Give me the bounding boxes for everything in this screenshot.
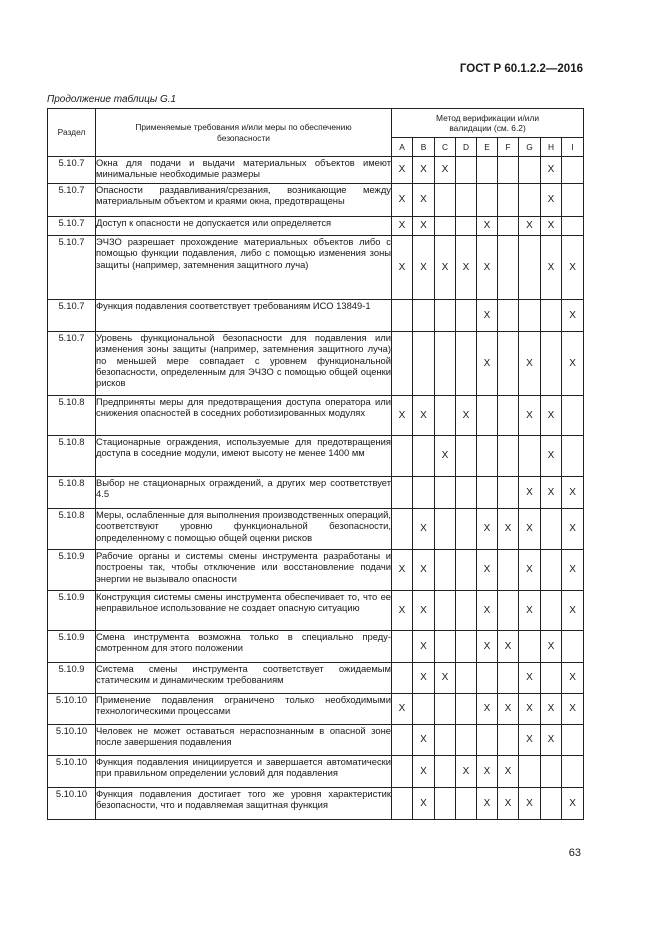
method-mark-b <box>413 436 435 477</box>
method-header-d: D <box>456 138 477 157</box>
method-mark-a <box>392 663 413 694</box>
method-mark-a <box>392 509 413 550</box>
method-mark-c: X <box>435 157 456 184</box>
row-section: 5.10.8 <box>48 477 96 509</box>
row-requirement: Человек не может оставаться нераспознанным в опасной зоне после завершения подавления <box>96 725 392 756</box>
header-methods: Метод верификации и/или валидации (см. 6.2) <box>392 109 584 138</box>
row-requirement: Функция подавления инициируется и завершается автоматически при правильном определении условий для подавления <box>96 756 392 788</box>
row-requirement: Рабочие органы и системы смены инструмента разработаны и построены так, чтобы отключение или восстановление подачи энергии не вызывало опасности <box>96 550 392 591</box>
method-mark-e: X <box>477 217 498 236</box>
row-requirement: Уровень функциональной безопасности для подавления или изменения зоны защиты (например, затемнения защитного луча) по меньшей мере совпадает с уровнем функциональной безопасности, определенным для ЭЧЗО с помощью общей оценки рисков <box>96 332 392 396</box>
method-mark-e <box>477 184 498 217</box>
method-mark-h: X <box>541 725 562 756</box>
method-mark-c <box>435 217 456 236</box>
method-mark-f <box>498 157 519 184</box>
method-mark-h: X <box>541 477 562 509</box>
table-row <box>48 756 584 788</box>
table-row <box>48 509 584 550</box>
table-row <box>48 550 584 591</box>
method-header-g: G <box>519 138 541 157</box>
table-row <box>48 631 584 663</box>
method-mark-i: X <box>562 509 584 550</box>
method-mark-g <box>519 157 541 184</box>
method-mark-i <box>562 756 584 788</box>
row-requirement: Опасности раздавливания/срезания, возникающие между материальным объектом и краями окна, предотвращены <box>96 184 392 217</box>
method-mark-g: X <box>519 550 541 591</box>
row-section: 5.10.10 <box>48 756 96 788</box>
page-number: 63 <box>568 847 581 859</box>
table-row <box>48 663 584 694</box>
method-mark-c <box>435 396 456 436</box>
table-caption: Продолжение таблицы G.1 <box>47 94 177 105</box>
method-mark-e <box>477 396 498 436</box>
row-requirement: Смена инструмента возможна только в специально предусмотренном для этого положении <box>96 631 392 663</box>
method-mark-b: X <box>413 217 435 236</box>
method-mark-a <box>392 631 413 663</box>
method-header-f: F <box>498 138 519 157</box>
method-mark-b: X <box>413 509 435 550</box>
method-mark-f <box>498 300 519 332</box>
method-mark-e: X <box>477 631 498 663</box>
table-row <box>48 396 584 436</box>
method-mark-e: X <box>477 236 498 300</box>
method-mark-a: X <box>392 591 413 631</box>
row-requirement: ЭЧЗО разрешает прохождение материальных объектов либо с помощью функции подавления, либо с помощью изменения зоны защиты (например, затемнения защитного луча) <box>96 236 392 300</box>
method-mark-b <box>413 477 435 509</box>
method-mark-b <box>413 300 435 332</box>
method-mark-c <box>435 631 456 663</box>
method-mark-d <box>456 694 477 725</box>
method-mark-i <box>562 631 584 663</box>
row-requirement: Выбор не стационарных ограждений, а других мер соответствует 4.5 <box>96 477 392 509</box>
method-mark-g <box>519 631 541 663</box>
method-mark-f <box>498 550 519 591</box>
method-mark-g <box>519 436 541 477</box>
method-mark-d <box>456 300 477 332</box>
row-requirement: Окна для подачи и выдачи материальных объектов имеют минимальные необходимые размеры <box>96 157 392 184</box>
method-mark-f <box>498 725 519 756</box>
method-mark-i: X <box>562 591 584 631</box>
method-mark-i <box>562 184 584 217</box>
method-mark-i: X <box>562 236 584 300</box>
table-row <box>48 436 584 477</box>
method-mark-b: X <box>413 788 435 820</box>
table-row <box>48 217 584 236</box>
method-mark-c <box>435 509 456 550</box>
method-header-a: A <box>392 138 413 157</box>
method-mark-g: X <box>519 591 541 631</box>
method-header-h: H <box>541 138 562 157</box>
method-mark-b: X <box>413 663 435 694</box>
method-mark-h: X <box>541 396 562 436</box>
method-mark-f <box>498 396 519 436</box>
method-mark-b: X <box>413 157 435 184</box>
method-mark-b: X <box>413 184 435 217</box>
row-requirement: Функция подавления соответствует требованиям ИСО 13849-1 <box>96 300 392 332</box>
row-section: 5.10.8 <box>48 509 96 550</box>
method-mark-b: X <box>413 236 435 300</box>
method-mark-g: X <box>519 477 541 509</box>
method-mark-d <box>456 591 477 631</box>
table-row <box>48 236 584 300</box>
method-mark-i: X <box>562 332 584 396</box>
method-mark-d <box>456 332 477 396</box>
method-mark-h <box>541 509 562 550</box>
method-mark-d: X <box>456 396 477 436</box>
requirements-table <box>47 108 584 820</box>
method-mark-g <box>519 236 541 300</box>
method-mark-a: X <box>392 236 413 300</box>
method-mark-a <box>392 756 413 788</box>
method-mark-d <box>456 184 477 217</box>
method-mark-g: X <box>519 509 541 550</box>
method-mark-c: X <box>435 663 456 694</box>
method-mark-g: X <box>519 396 541 436</box>
method-header-e: E <box>477 138 498 157</box>
method-mark-d <box>456 509 477 550</box>
method-mark-e: X <box>477 550 498 591</box>
method-mark-h: X <box>541 631 562 663</box>
method-mark-b: X <box>413 725 435 756</box>
method-mark-c <box>435 788 456 820</box>
method-mark-d <box>456 436 477 477</box>
method-mark-a: X <box>392 550 413 591</box>
method-mark-g <box>519 300 541 332</box>
row-section: 5.10.7 <box>48 217 96 236</box>
method-mark-e <box>477 477 498 509</box>
row-requirement: Доступ к опасности не допускается или определяется <box>96 217 392 236</box>
method-mark-h <box>541 663 562 694</box>
method-mark-e <box>477 157 498 184</box>
method-header-c: C <box>435 138 456 157</box>
table-row <box>48 332 584 396</box>
method-mark-h: X <box>541 694 562 725</box>
row-section: 5.10.8 <box>48 436 96 477</box>
row-section: 5.10.7 <box>48 157 96 184</box>
method-mark-g: X <box>519 788 541 820</box>
method-mark-b <box>413 694 435 725</box>
method-mark-f <box>498 332 519 396</box>
method-mark-b <box>413 332 435 396</box>
method-mark-f: X <box>498 509 519 550</box>
method-header-i: I <box>562 138 584 157</box>
method-mark-b: X <box>413 550 435 591</box>
method-mark-c <box>435 184 456 217</box>
method-mark-h <box>541 756 562 788</box>
method-mark-e: X <box>477 788 498 820</box>
method-mark-e <box>477 725 498 756</box>
method-mark-c <box>435 300 456 332</box>
row-section: 5.10.7 <box>48 236 96 300</box>
method-mark-f: X <box>498 631 519 663</box>
method-mark-d <box>456 788 477 820</box>
method-mark-f <box>498 436 519 477</box>
method-mark-i: X <box>562 663 584 694</box>
row-requirement: Меры, ослабленные для выполнения производственных операций, соответствуют уровню функциональной безопасности, определенному с помощью общей оценки рисков <box>96 509 392 550</box>
method-mark-d <box>456 631 477 663</box>
method-mark-c: X <box>435 236 456 300</box>
method-mark-h: X <box>541 236 562 300</box>
method-mark-g <box>519 756 541 788</box>
table-row <box>48 694 584 725</box>
method-mark-h <box>541 550 562 591</box>
method-mark-h <box>541 591 562 631</box>
method-mark-h: X <box>541 157 562 184</box>
method-mark-i <box>562 157 584 184</box>
method-mark-h <box>541 332 562 396</box>
method-mark-a: X <box>392 396 413 436</box>
table-row <box>48 591 584 631</box>
method-mark-a <box>392 788 413 820</box>
method-mark-d <box>456 217 477 236</box>
method-mark-e: X <box>477 756 498 788</box>
method-mark-d <box>456 725 477 756</box>
row-section: 5.10.7 <box>48 184 96 217</box>
method-mark-g: X <box>519 725 541 756</box>
method-mark-a: X <box>392 694 413 725</box>
method-mark-c: X <box>435 436 456 477</box>
method-mark-a: X <box>392 184 413 217</box>
row-requirement: Система смены инструмента соответствует ожидаемым статическим и динамическим требованиям <box>96 663 392 694</box>
method-mark-f <box>498 217 519 236</box>
method-mark-f <box>498 477 519 509</box>
method-mark-a <box>392 300 413 332</box>
table-row <box>48 184 584 217</box>
method-mark-f: X <box>498 788 519 820</box>
method-mark-c <box>435 591 456 631</box>
method-mark-d: X <box>456 756 477 788</box>
row-section: 5.10.9 <box>48 591 96 631</box>
method-mark-d <box>456 550 477 591</box>
method-mark-c <box>435 725 456 756</box>
method-mark-b: X <box>413 631 435 663</box>
method-mark-h <box>541 788 562 820</box>
method-mark-d <box>456 477 477 509</box>
row-requirement: Конструкция системы смены инструмента обеспечивает то, что ее неправильное использование не создает опасную ситуацию <box>96 591 392 631</box>
row-requirement: Функция подавления достигает того же уровня характеристик безопасности, что и подавляемая защитная функция <box>96 788 392 820</box>
method-mark-f <box>498 236 519 300</box>
method-mark-d <box>456 663 477 694</box>
method-mark-i: X <box>562 477 584 509</box>
method-mark-d <box>456 157 477 184</box>
row-section: 5.10.10 <box>48 694 96 725</box>
method-mark-i <box>562 436 584 477</box>
method-mark-g: X <box>519 663 541 694</box>
method-header-b: B <box>413 138 435 157</box>
method-mark-a: X <box>392 157 413 184</box>
method-mark-i <box>562 725 584 756</box>
method-mark-a <box>392 436 413 477</box>
method-mark-i: X <box>562 694 584 725</box>
method-mark-a <box>392 725 413 756</box>
method-mark-g <box>519 184 541 217</box>
method-mark-b: X <box>413 591 435 631</box>
method-mark-f: X <box>498 694 519 725</box>
method-mark-i <box>562 396 584 436</box>
method-mark-d: X <box>456 236 477 300</box>
method-mark-h <box>541 300 562 332</box>
row-requirement: Предприняты меры для предотвращения доступа оператора или снижения опасностей в соседних роботизированных модулях <box>96 396 392 436</box>
method-mark-h: X <box>541 217 562 236</box>
table-row <box>48 300 584 332</box>
method-mark-e: X <box>477 591 498 631</box>
row-section: 5.10.7 <box>48 332 96 396</box>
method-mark-e <box>477 436 498 477</box>
method-mark-i <box>562 217 584 236</box>
method-mark-e <box>477 663 498 694</box>
method-mark-a <box>392 332 413 396</box>
row-section: 5.10.9 <box>48 550 96 591</box>
method-mark-e: X <box>477 694 498 725</box>
document-code: ГОСТ Р 60.1.2.2—2016 <box>459 63 583 75</box>
row-section: 5.10.10 <box>48 788 96 820</box>
method-mark-e: X <box>477 509 498 550</box>
row-section: 5.10.9 <box>48 631 96 663</box>
row-section: 5.10.10 <box>48 725 96 756</box>
method-mark-c <box>435 550 456 591</box>
method-mark-a: X <box>392 217 413 236</box>
method-mark-h: X <box>541 436 562 477</box>
row-section: 5.10.8 <box>48 396 96 436</box>
method-mark-b: X <box>413 756 435 788</box>
method-mark-i: X <box>562 300 584 332</box>
table-row <box>48 788 584 820</box>
method-mark-f <box>498 591 519 631</box>
method-mark-b: X <box>413 396 435 436</box>
method-mark-c <box>435 694 456 725</box>
method-mark-e: X <box>477 332 498 396</box>
method-mark-e: X <box>477 300 498 332</box>
row-section: 5.10.7 <box>48 300 96 332</box>
method-mark-c <box>435 332 456 396</box>
method-mark-i: X <box>562 788 584 820</box>
method-mark-g: X <box>519 217 541 236</box>
method-mark-f: X <box>498 756 519 788</box>
row-requirement: Применение подавления ограничено только необходимыми технологическими процессами <box>96 694 392 725</box>
method-mark-h: X <box>541 184 562 217</box>
method-mark-c <box>435 756 456 788</box>
header-section: Раздел <box>48 109 96 157</box>
method-mark-f <box>498 663 519 694</box>
method-mark-f <box>498 184 519 217</box>
method-mark-a <box>392 477 413 509</box>
method-mark-g: X <box>519 332 541 396</box>
method-mark-g: X <box>519 694 541 725</box>
row-requirement: Стационарные ограждения, используемые для предотвращения доступа в соседние модули, имеют высоту не менее 1400 мм <box>96 436 392 477</box>
table-row <box>48 725 584 756</box>
method-mark-c <box>435 477 456 509</box>
table-row <box>48 477 584 509</box>
row-section: 5.10.9 <box>48 663 96 694</box>
header-requirements: Применяемые требования и/или меры по обеспечению безопасности <box>96 109 392 157</box>
table-row <box>48 157 584 184</box>
method-mark-i: X <box>562 550 584 591</box>
